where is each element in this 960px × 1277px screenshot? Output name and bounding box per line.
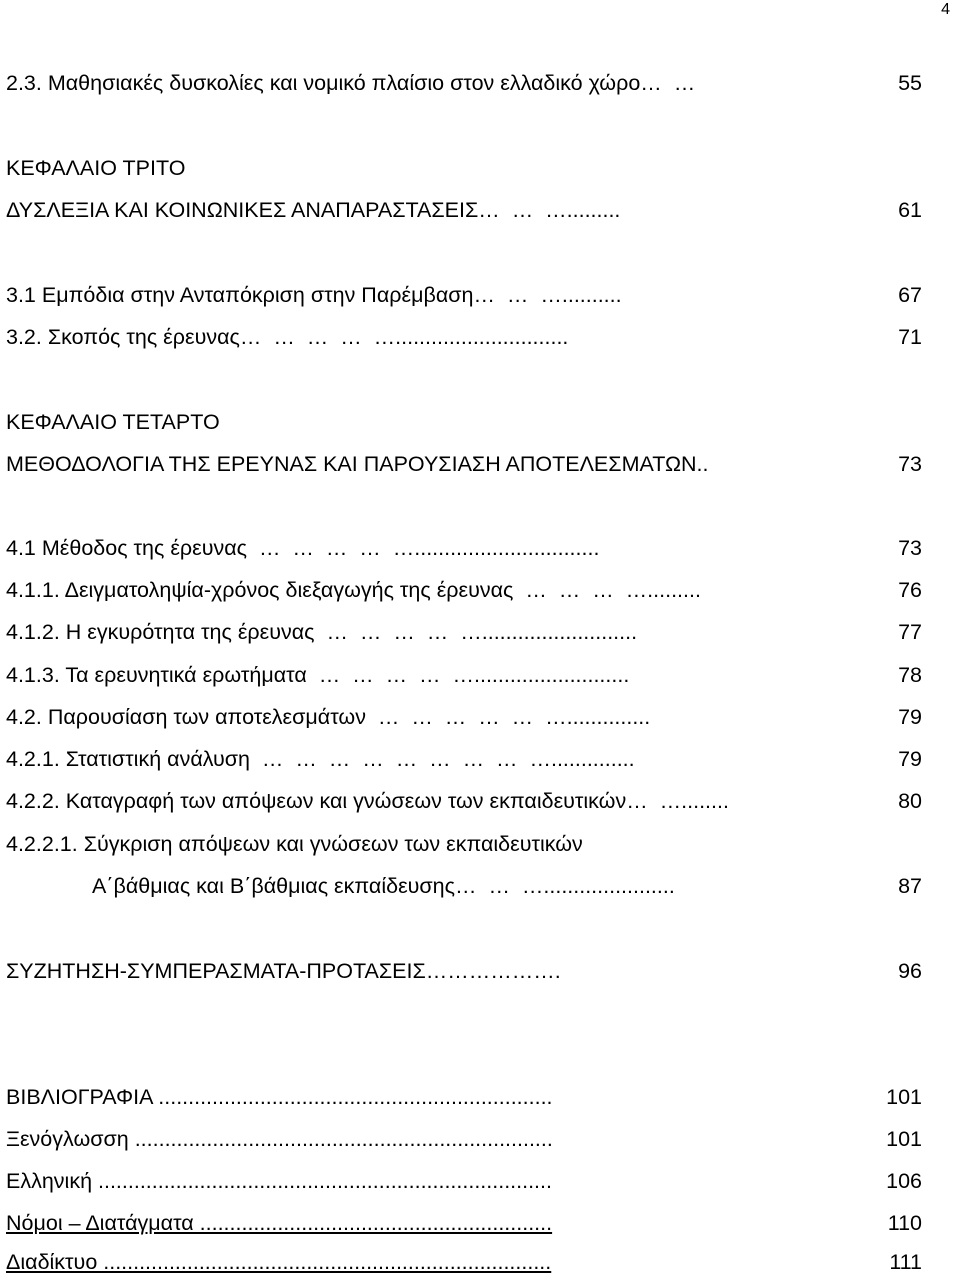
toc-entry-text: ΣΥΖΗΤΗΣΗ-ΣΥΜΠΕΡΑΣΜΑΤΑ-ΠΡΟΤΑΣΕΙΣ………………. xyxy=(6,959,561,983)
toc-entry-page: 106 xyxy=(886,1169,922,1193)
toc-entry-text: Ελληνική ............................................................................ xyxy=(6,1169,552,1193)
toc-entry-page: 101 xyxy=(886,1127,922,1151)
toc-entry-text: Νόμοι – Διατάγματα ........................................................... xyxy=(6,1211,553,1235)
toc-entry-text: Διαδίκτυο ........................................................................... xyxy=(6,1250,552,1274)
toc-entry-internet xyxy=(0,1247,960,1277)
chapter-label: ΚΕΦΑΛΑΙΟ ΤΡΙΤΟ xyxy=(6,156,186,180)
toc-entry-4-2-2 xyxy=(0,786,960,816)
toc-entry-page: 78 xyxy=(898,663,922,687)
chapter-4-heading xyxy=(0,407,960,437)
toc-entry-discussion xyxy=(0,956,960,986)
toc-entry-text: ΒΙΒΛΙΟΓΡΑΦΙΑ .................................................................. xyxy=(6,1085,553,1109)
toc-entry-page: 101 xyxy=(886,1085,922,1109)
toc-entry-page: 73 xyxy=(898,452,922,476)
toc-entry-text: ΔΥΣΛΕΞΙΑ ΚΑΙ ΚΟΙΝΩΝΙΚΕΣ ΑΝΑΠΑΡΑΣΤΑΣΕΙΣ… … …......... xyxy=(6,198,621,222)
toc-entry-page: 96 xyxy=(898,959,922,983)
toc-entry-chapter-3-title xyxy=(0,195,960,225)
toc-entry-text: 3.2. Σκοπός της έρευνας… … … … …............................. xyxy=(6,325,569,349)
chapter-label: ΚΕΦΑΛΑΙΟ ΤΕΤΑΡΤΟ xyxy=(6,410,220,434)
toc-entry-page: 87 xyxy=(898,874,922,898)
toc-entry-bibliography xyxy=(0,1082,960,1112)
toc-entry-page: 77 xyxy=(898,620,922,644)
toc-entry-text: Ξενόγλωσση ...................................................................... xyxy=(6,1127,553,1151)
toc-entry-4-2-2-1 xyxy=(0,829,960,859)
toc-entry-4-1-3 xyxy=(0,660,960,690)
toc-entry-page: 76 xyxy=(898,578,922,602)
toc-entry-page: 61 xyxy=(898,198,922,222)
toc-entry-4-1-2 xyxy=(0,617,960,647)
toc-entry-text: 2.3. Μαθησιακές δυσκολίες και νομικό πλαίσιο στον ελλαδικό χώρο… … xyxy=(6,71,696,95)
toc-entry-text: 4.2.1. Στατιστική ανάλυση … … … … … … … … ….............. xyxy=(6,747,635,771)
toc-entry-3-2 xyxy=(0,322,960,352)
toc-entry-text: 4.1.2. Η εγκυρότητα της έρευνας … … … … ….......................... xyxy=(6,620,638,644)
toc-entry-page: 55 xyxy=(898,71,922,95)
toc-entry-text: ΜΕΘΟΔΟΛΟΓΙΑ ΤΗΣ ΕΡΕΥΝΑΣ ΚΑΙ ΠΑΡΟΥΣΙΑΣΗ ΑΠΟΤΕΛΕΣΜΑΤΩΝ.. xyxy=(6,452,709,476)
toc-entry-4-1-1 xyxy=(0,575,960,605)
toc-entry-text: 4.2.2. Καταγραφή των απόψεων και γνώσεων των εκπαιδευτικών… …........ xyxy=(6,789,729,813)
toc-entry-text: Α΄βάθμιας και Β΄βάθμιας εκπαίδευσης… … …...................... xyxy=(92,874,675,898)
toc-entry-text: 4.1.1. Δειγματοληψία-χρόνος διεξαγωγής της έρευνας … … … …......... xyxy=(6,578,701,602)
toc-entry-4-2-2-1-continued xyxy=(0,871,960,901)
toc-entry-page: 73 xyxy=(898,536,922,560)
toc-entry-page: 110 xyxy=(887,1211,922,1235)
toc-entry-text: 4.1.3. Τα ερευνητικά ερωτήματα … … … … ….......................... xyxy=(6,663,630,687)
toc-entry-page: 79 xyxy=(898,705,922,729)
page-number: 4 xyxy=(941,1,950,18)
toc-entry-page: 67 xyxy=(898,283,922,307)
chapter-3-heading xyxy=(0,153,960,183)
toc-entry-foreign xyxy=(0,1124,960,1154)
toc-entry-page: 79 xyxy=(898,747,922,771)
toc-entry-4-2 xyxy=(0,702,960,732)
toc-entry-greek xyxy=(0,1166,960,1196)
toc-entry-text: 4.2. Παρουσίαση των αποτελεσμάτων … … … … … ….............. xyxy=(6,705,651,729)
toc-entry-4-1 xyxy=(0,533,960,563)
toc-entry-page: 71 xyxy=(898,325,922,349)
toc-entry-3-1 xyxy=(0,280,960,310)
toc-entry-laws xyxy=(0,1208,960,1238)
toc-entry-4-2-1 xyxy=(0,744,960,774)
toc-entry-text: 3.1 Εμπόδια στην Ανταπόκριση στην Παρέμβαση… … ….......... xyxy=(6,283,622,307)
toc-entry-text: 4.1 Μέθοδος της έρευνας … … … … …............................... xyxy=(6,536,600,560)
toc-entry-2-3 xyxy=(0,68,960,98)
toc-entry-page: 111 xyxy=(889,1250,922,1274)
toc-entry-chapter-4-title xyxy=(0,449,960,479)
toc-entry-text: 4.2.2.1. Σύγκριση απόψεων και γνώσεων των εκπαιδευτικών xyxy=(6,832,583,856)
toc-entry-page: 80 xyxy=(898,789,922,813)
